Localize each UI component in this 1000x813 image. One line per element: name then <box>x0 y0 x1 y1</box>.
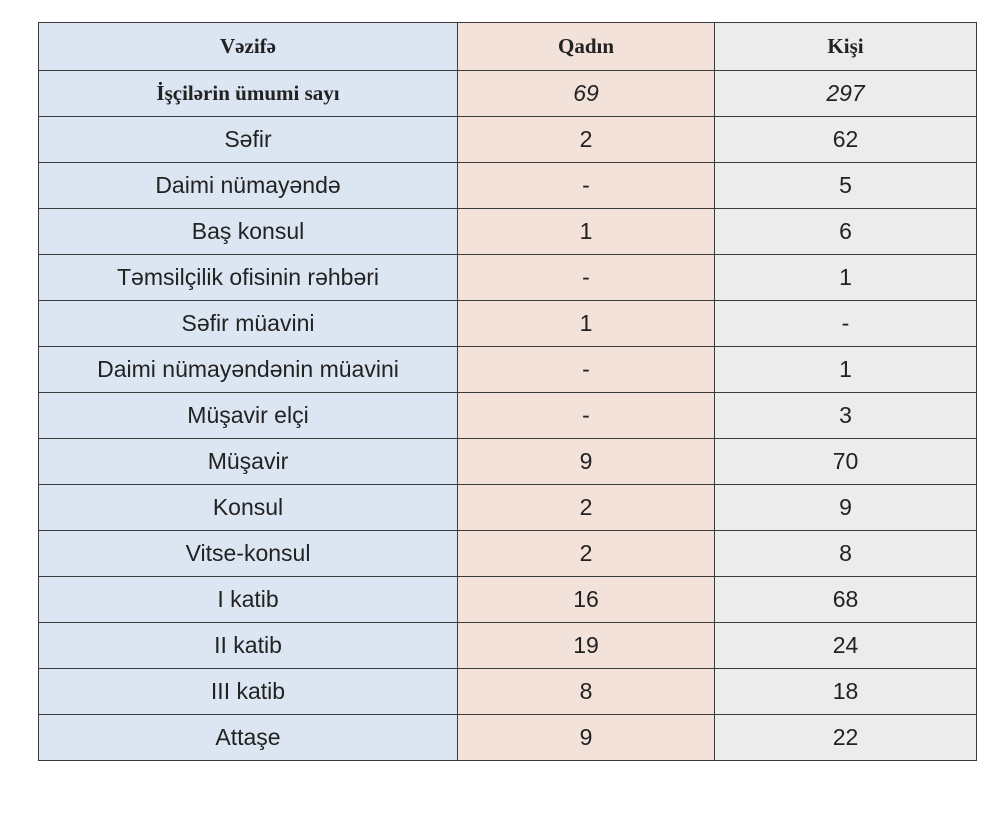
header-row <box>39 23 977 71</box>
table-row <box>39 439 977 485</box>
cell-vezife: II katib <box>39 623 458 669</box>
cell-qadin: - <box>458 163 715 209</box>
cell-qadin: 2 <box>458 485 715 531</box>
cell-qadin: 16 <box>458 577 715 623</box>
cell-qadin: 8 <box>458 669 715 715</box>
cell-vezife: Daimi nümayəndənin müavini <box>39 347 458 393</box>
cell-kisi: 5 <box>715 163 977 209</box>
cell-vezife: Daimi nümayəndə <box>39 163 458 209</box>
cell-kisi: 68 <box>715 577 977 623</box>
cell-vezife: Baş konsul <box>39 209 458 255</box>
table-row <box>39 715 977 761</box>
table-header <box>39 23 977 71</box>
cell-kisi: 62 <box>715 117 977 163</box>
table-row <box>39 577 977 623</box>
cell-qadin: 19 <box>458 623 715 669</box>
cell-vezife: III katib <box>39 669 458 715</box>
header-vezife: Vəzifə <box>39 23 458 71</box>
cell-vezife: Konsul <box>39 485 458 531</box>
cell-vezife: Müşavir elçi <box>39 393 458 439</box>
total-qadin: 69 <box>458 71 715 117</box>
cell-vezife: Təmsilçilik ofisinin rəhbəri <box>39 255 458 301</box>
cell-qadin: 2 <box>458 117 715 163</box>
table-row <box>39 669 977 715</box>
table-row <box>39 163 977 209</box>
cell-qadin: - <box>458 393 715 439</box>
table-row <box>39 531 977 577</box>
cell-kisi: 8 <box>715 531 977 577</box>
table-body <box>39 71 977 761</box>
table-row <box>39 485 977 531</box>
table-row <box>39 301 977 347</box>
cell-kisi: 1 <box>715 255 977 301</box>
cell-kisi: 6 <box>715 209 977 255</box>
cell-kisi: 1 <box>715 347 977 393</box>
cell-vezife: Səfir müavini <box>39 301 458 347</box>
cell-qadin: 2 <box>458 531 715 577</box>
table-row <box>39 117 977 163</box>
total-label: İşçilərin ümumi sayı <box>39 71 458 117</box>
total-row <box>39 71 977 117</box>
cell-kisi: - <box>715 301 977 347</box>
header-qadin: Qadın <box>458 23 715 71</box>
table-row <box>39 623 977 669</box>
header-kisi: Kişi <box>715 23 977 71</box>
cell-qadin: - <box>458 347 715 393</box>
cell-qadin: - <box>458 255 715 301</box>
table-row <box>39 255 977 301</box>
table-row <box>39 347 977 393</box>
cell-kisi: 18 <box>715 669 977 715</box>
cell-qadin: 9 <box>458 715 715 761</box>
total-kisi: 297 <box>715 71 977 117</box>
cell-vezife: Səfir <box>39 117 458 163</box>
cell-kisi: 22 <box>715 715 977 761</box>
cell-qadin: 1 <box>458 209 715 255</box>
cell-qadin: 9 <box>458 439 715 485</box>
cell-qadin: 1 <box>458 301 715 347</box>
cell-kisi: 24 <box>715 623 977 669</box>
table-row <box>39 393 977 439</box>
cell-vezife: Attaşe <box>39 715 458 761</box>
cell-kisi: 70 <box>715 439 977 485</box>
table-row <box>39 209 977 255</box>
cell-kisi: 3 <box>715 393 977 439</box>
cell-vezife: Vitse-konsul <box>39 531 458 577</box>
cell-vezife: Müşavir <box>39 439 458 485</box>
cell-kisi: 9 <box>715 485 977 531</box>
cell-vezife: I katib <box>39 577 458 623</box>
staff-table <box>38 22 977 761</box>
